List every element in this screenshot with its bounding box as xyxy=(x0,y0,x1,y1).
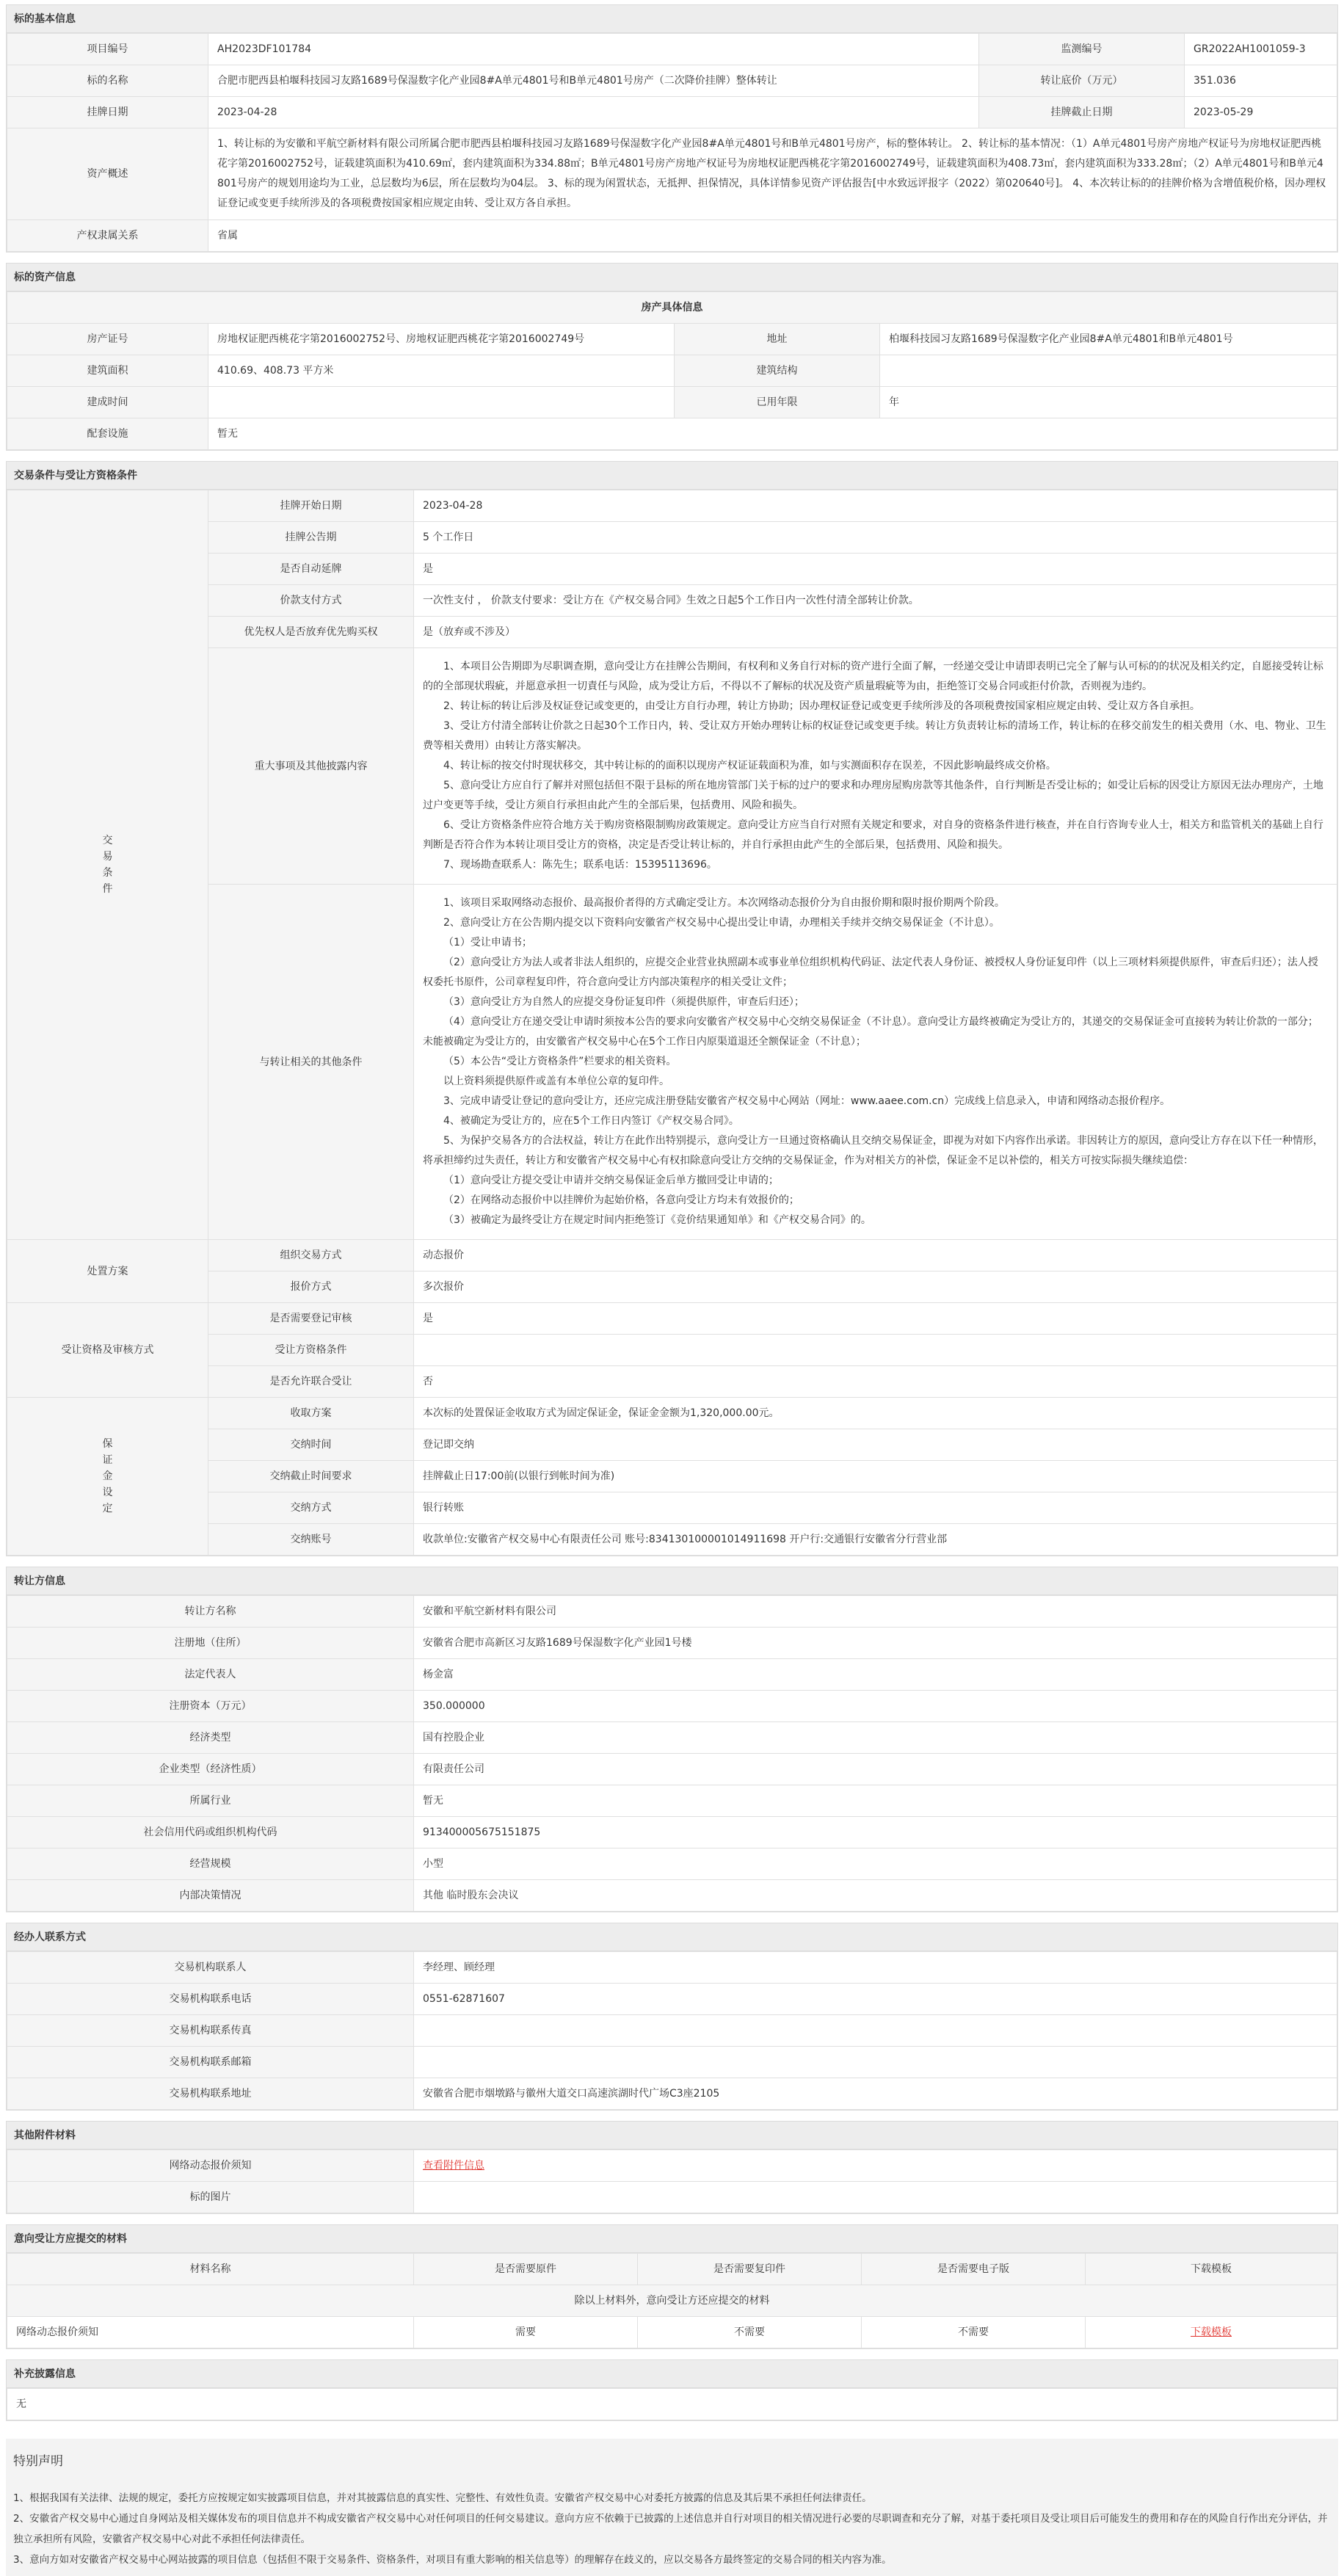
priority-label: 优先权人是否放弃优先购买权 xyxy=(208,617,414,648)
material-elec: 不需要 xyxy=(862,2317,1086,2348)
agent-label: 交易机构联系人 xyxy=(7,1952,414,1984)
deposit-group-label: 保 证 金 设 定 xyxy=(7,1398,208,1556)
other-item: （5）本公告“受让方资格条件”栏要求的相关资料。 xyxy=(443,1056,677,1067)
transferor-label: 注册资本（万元） xyxy=(7,1691,414,1722)
bid: 多次报价 xyxy=(414,1271,1337,1303)
period-label: 挂牌公告期 xyxy=(208,522,414,554)
basic-info-section xyxy=(6,4,1338,253)
org: 动态报价 xyxy=(414,1240,1337,1271)
attach-table xyxy=(7,2149,1337,2213)
supp-table xyxy=(7,2388,1337,2420)
period: 5 个工作日 xyxy=(414,522,1337,554)
basic-info-table xyxy=(7,33,1337,252)
struct-label: 建筑结构 xyxy=(675,355,880,387)
joint: 否 xyxy=(414,1366,1337,1398)
pay-label: 价款支付方式 xyxy=(208,585,414,617)
base-price: 351.036 xyxy=(1185,65,1337,97)
overview: 1、转让标的为安徽和平航空新材料有限公司所属合肥市肥西县柏堰科技园习友路1689号保湿数字化产业园8#A单元4801号和B单元4801号房产，标的整体转让。 2、转让标的基本情况：（1）A单元4801号房产房地产权证号为房地权证肥西桃花字第2016002752号，证载建筑面积为410.69㎡，套内建筑面积为334.88㎡；B单元4801号房产房地产权证号为房地权证肥西桃花字第2016002749号，证载建筑面积为408.73㎡，套内建筑面积为333.28㎡；（2）A单元4801号和B单元4801号房产的规划用途均为工业，总层数均为6层，所在层数均为04层。 3、标的现为闲置状态，无抵押、担保情况，具体详情参见资产评估报告[中水致远评报字（2022）第020640号]。 4、本次转让标的的挂牌价格为含增值税价格，因办理权证登记或变更手续所涉及的各项税费按国家相应规定由转、受让双方各自承担。 xyxy=(208,128,1337,220)
transferor-label: 所属行业 xyxy=(7,1785,414,1817)
agent-label: 交易机构联系传真 xyxy=(7,2015,414,2047)
transferor-label: 转让方名称 xyxy=(7,1596,414,1628)
ownership-label: 产权隶属关系 xyxy=(7,220,208,252)
other-item: 4、被确定为受让方的，应在5个工作日内签订《产权交易合同》。 xyxy=(443,1115,739,1127)
transferor-label: 企业类型（经济性质） xyxy=(7,1754,414,1785)
priority: 是（放弃或不涉及） xyxy=(414,617,1337,648)
built xyxy=(208,387,675,418)
table-row xyxy=(7,2317,1337,2348)
asset-image-cell xyxy=(414,2182,1337,2213)
col-header: 是否需要电子版 xyxy=(862,2254,1086,2285)
agent-value: 安徽省合肥市烟墩路与徽州大道交口高速滨湖时代广场C3座2105 xyxy=(414,2078,1337,2110)
major-item: 1、本项目公告期即为尽职调查期，意向受让方在挂牌公告期间，有权利和义务自行对标的资产进行全面了解，一经递交受让申请即表明已完全了解与认可标的的状况及相关约定，自愿接受转让标的的全部现状瑕疵，并愿意承担一切責任与风险，成为受让方后，不得以不了解标的状况及资产质量瑕疵等为由，拒绝签订交易合同或拒付价款，否则视为违约。 xyxy=(423,661,1323,692)
auto: 是 xyxy=(414,554,1337,585)
col-header: 是否需要复印件 xyxy=(638,2254,862,2285)
supp-section xyxy=(6,2359,1338,2421)
other-item: （4）意向受让方在递交受让申请时须按本公告的要求向安徽省产权交易中心交纳交易保证金（不计息）。意向受让方最终被确定为受让方的，其递交的交易保证金可直接转为转让价款的一部分；未能被确定为受让方的，由安徽省产权交易中心在5个工作日内原渠道退还全额保证金（不计息）； xyxy=(423,1016,1318,1048)
years-label: 已用年限 xyxy=(675,387,880,418)
material-copy: 不需要 xyxy=(638,2317,862,2348)
notice-item: 2、安徽省产权交易中心通过自身网站及相关媒体发布的项目信息并不构成安徽省产权交易中心对任何项目的任何交易建议。意向方应不依赖于已披露的上述信息并自行对项目的相关情况进行必要的尽职调查和充分了解，对基于委托项目及受让项目后可能发生的费用和存在的风险自行作出充分评估，并独立承担所有风险，安徽省产权交易中心对此不承担任何法律责任。 xyxy=(13,2513,1328,2545)
dep-plan: 本次标的处置保证金收取方式为固定保证金，保证金金额为1,320,000.00元。 xyxy=(414,1398,1337,1429)
col-header: 下载模板 xyxy=(1086,2254,1337,2285)
trade-group-label: 交 易 条 件 xyxy=(7,490,208,1240)
material-name: 网络动态报价须知 xyxy=(7,2317,414,2348)
addr: 柏堰科技园习友路1689号保湿数字化产业园8#A单元4801和B单元4801号 xyxy=(880,324,1337,355)
dep-way-label: 交纳方式 xyxy=(208,1492,414,1524)
transferor-table xyxy=(7,1595,1337,1912)
struct xyxy=(880,355,1337,387)
download-template-link[interactable]: 下载模板 xyxy=(1191,2326,1232,2338)
list-date: 2023-04-28 xyxy=(208,97,979,128)
dep-plan-label: 收取方案 xyxy=(208,1398,414,1429)
list-date-label: 挂牌日期 xyxy=(7,97,208,128)
col-header: 材料名称 xyxy=(7,2254,414,2285)
transferor-value: 安徽省合肥市高新区习友路1689号保湿数字化产业园1号楼 xyxy=(414,1628,1337,1659)
other-label: 与转让相关的其他条件 xyxy=(208,885,414,1240)
pay: 一次性支付 ， 价款支付要求：受让方在《产权交易合同》生效之日起5个工作日内一次性付清全部转让价款。 xyxy=(414,585,1337,617)
major-item: 3、受让方付清全部转让价款之日起30个工作日内，转、受让双方开始办理转让标的权证登记或变更手续。转让方负责转让标的清场工作，转让标的在移交前发生的相关费用（水、电、物业、卫生费等相关费用）由转让方落实解决。 xyxy=(423,720,1326,752)
section-title: 标的资产信息 xyxy=(7,264,1337,291)
addr-label: 地址 xyxy=(675,324,880,355)
section-title: 转让方信息 xyxy=(7,1567,1337,1595)
transferor-value: 小型 xyxy=(414,1848,1337,1880)
agent-label: 交易机构联系电话 xyxy=(7,1984,414,2015)
asset-name: 合肥市肥西县柏堰科技园习友路1689号保湿数字化产业园8#A单元4801号和B单元4801号房产（二次降价挂牌）整体转让 xyxy=(208,65,979,97)
agent-table xyxy=(7,1951,1337,2110)
facilities: 暂无 xyxy=(208,418,1337,450)
transferor-label: 社会信用代码或组织机构代码 xyxy=(7,1817,414,1848)
transferor-value: 杨金富 xyxy=(414,1659,1337,1691)
other-item: （3）意向受让方为自然人的应提交身份证复印件（须提供原件，审查后归还）； xyxy=(443,996,804,1008)
transferor-value: 国有控股企业 xyxy=(414,1722,1337,1754)
notice-item: 1、根据我国有关法律、法规的规定，委托方应按规定如实披露项目信息，并对其披露信息的真实性、完整性、有效性负责。安徽省产权交易中心对委托方披露的信息及其后果不承担任何法律责任。 xyxy=(13,2492,872,2504)
other-item: 以上资料须提供原件或盖有本单位公章的复印件。 xyxy=(443,1075,669,1087)
other-item: 5、为保护交易各方的合法权益，转让方在此作出特别提示，意向受让方一旦通过资格确认且交纳交易保证金，即视为对如下内容作出承诺。非因转让方的原因，意向受让方存在以下任一种情形，将承担缔约过失责任，转让方和安徽省产权交易中心有权扣除意向受让方交纳的交易保证金，作为对相关方的补偿，保证金不足以补偿的，相关方可按实际损失继续追偿： xyxy=(423,1135,1323,1167)
major-label: 重大事项及其他披露内容 xyxy=(208,648,414,885)
major-item: 6、受让方资格条件应符合地方关于购房资格限制购房政策规定。意向受让方应当自行对照有关规定和要求，对自身的资格条件进行核查，并在自行咨询专业人士，相关方和监管机关的基础上自行判断是否符合作为本转让项目受让方的资格，决定是否受让转让标的，并自行承担由此产生的全部后果，包括费用、风险和损失。 xyxy=(423,819,1323,851)
dispose-group-label: 处置方案 xyxy=(7,1240,208,1303)
other-item: （1）受让申请书； xyxy=(443,937,532,948)
col-header: 是否需要原件 xyxy=(414,2254,638,2285)
other-item: （2）意向受让方为法人或者非法人组织的，应提交企业营业执照副本或事业单位组织机构代码证、法定代表人身份证、被授权人身份证复印件（以上三项材料须提供原件，审查后归还）；法人授权委托书原件，公司章程复印件，符合意向受让方内部决策程序的相关受让文件； xyxy=(423,957,1318,988)
other-item: （3）被确定为最终受让方在规定时间内拒绝签订《竞价结果通知单》和《产权交易合同》的。 xyxy=(443,1214,871,1226)
cond xyxy=(414,1335,1337,1366)
major-item: 7、现场勘查联系人：陈先生；联系电话：15395113696。 xyxy=(443,859,717,871)
major-list xyxy=(423,657,1328,875)
dep-deadline: 挂牌截止日17:00前(以银行到帐时间为准) xyxy=(414,1461,1337,1492)
section-title: 其他附件材料 xyxy=(7,2122,1337,2149)
transferor-label: 注册地（住所） xyxy=(7,1628,414,1659)
built-label: 建成时间 xyxy=(7,387,208,418)
trade-table xyxy=(7,490,1337,1556)
transferor-value: 暂无 xyxy=(414,1785,1337,1817)
auto-label: 是否自动延牌 xyxy=(208,554,414,585)
agent-value: 李经理、顾经理 xyxy=(414,1952,1337,1984)
other-list xyxy=(423,893,1328,1230)
dep-acct: 收款单位:安徽省产权交易中心有限责任公司 账号:834130100001014911698 开户行:交通银行安徽省分行营业部 xyxy=(414,1524,1337,1556)
supp-value: 无 xyxy=(7,2389,1337,2420)
joint-label: 是否允许联合受让 xyxy=(208,1366,414,1398)
materials-table xyxy=(7,2253,1337,2348)
transferor-label: 经营规模 xyxy=(7,1848,414,1880)
monitor-no-label: 监测编号 xyxy=(979,34,1185,65)
dep-acct-label: 交纳账号 xyxy=(208,1524,414,1556)
transferor-value: 其他 临时股东会决议 xyxy=(414,1880,1337,1912)
transferor-label: 法定代表人 xyxy=(7,1659,414,1691)
agent-section xyxy=(6,1923,1338,2111)
monitor-no: GR2022AH1001059-3 xyxy=(1185,34,1337,65)
area-label: 建筑面积 xyxy=(7,355,208,387)
cert: 房地权证肥西桃花字第2016002752号、房地权证肥西桃花字第2016002749号 xyxy=(208,324,675,355)
name-label: 标的名称 xyxy=(7,65,208,97)
transferor-label: 内部决策情况 xyxy=(7,1880,414,1912)
agent-label: 交易机构联系地址 xyxy=(7,2078,414,2110)
qualify-group-label: 受让资格及审核方式 xyxy=(7,1303,208,1398)
section-title: 补充披露信息 xyxy=(7,2360,1337,2388)
project-no-label: 项目编号 xyxy=(7,34,208,65)
other-item: 3、完成申请受让登记的意向受让方，还应完成注册登陆安徽省产权交易中心网站（网址：www.aaee.com.cn）完成线上信息录入，申请和网络动态报价程序。 xyxy=(443,1095,1171,1107)
end-date: 2023-05-29 xyxy=(1185,97,1337,128)
project-no: AH2023DF101784 xyxy=(208,34,979,65)
end-date-label: 挂牌截止日期 xyxy=(979,97,1185,128)
facilities-label: 配套设施 xyxy=(7,418,208,450)
overview-label: 资产概述 xyxy=(7,128,208,220)
start-label: 挂牌开始日期 xyxy=(208,490,414,522)
attach-section xyxy=(6,2121,1338,2214)
dep-deadline-label: 交纳截止时间要求 xyxy=(208,1461,414,1492)
major-item: 5、意向受让方应自行了解并对照包括但不限于县标的所在地房管部门关于标的过户的要求和办理房屋购房款等其他条件，自行判断是否受让标的；如受让后标的因受让方原因无法办理房产，土地过户变更等手续，受让方须自行承担由此产生的全部后果，包括费用、风险和损失。 xyxy=(423,780,1323,811)
agent-value xyxy=(414,2015,1337,2047)
other-item: （1）意向受让方提交受让申请并交纳交易保证金后单方撤回受让申请的； xyxy=(443,1175,779,1186)
agent-label: 交易机构联系邮箱 xyxy=(7,2047,414,2078)
asset-info-table xyxy=(7,291,1337,450)
years: 年 xyxy=(880,387,1337,418)
section-title: 交易条件与受让方资格条件 xyxy=(7,462,1337,490)
dep-time: 登记即交纳 xyxy=(414,1429,1337,1461)
transferor-value: 350.000000 xyxy=(414,1691,1337,1722)
trade-section xyxy=(6,461,1338,1556)
transferor-value: 91340000567515187​5 xyxy=(414,1817,1337,1848)
dep-way: 银行转账 xyxy=(414,1492,1337,1524)
material-orig: 需要 xyxy=(414,2317,638,2348)
notice-label: 网络动态报价须知 xyxy=(7,2150,414,2182)
start: 2023-04-28 xyxy=(414,490,1337,522)
notice-title: 特别声明 xyxy=(13,2454,63,2469)
reg: 是 xyxy=(414,1303,1337,1335)
other-item: （2）在网络动态报价中以挂牌价为起始价格，各意向受让方均未有效报价的； xyxy=(443,1194,799,1206)
transferor-value: 有限责任公司 xyxy=(414,1754,1337,1785)
transferor-label: 经济类型 xyxy=(7,1722,414,1754)
section-title: 意向受让方应提交的材料 xyxy=(7,2225,1337,2253)
major-item: 2、转让标的转让后涉及权证登记或变更的，由受让方自行办理，转让方协助；因办理权证登记或变更手续所涉及的各项税费按国家相应规定由转、受让双方各自承担。 xyxy=(443,700,1200,712)
materials-note: 除以上材料外，意向受让方还应提交的材料 xyxy=(7,2285,1337,2317)
major-item: 4、转让标的按交付时现状移交，其中转让标的的面积以现房产权证证载面积为准，如与实测面积存在误差，不因此影响最终成交价格。 xyxy=(443,760,1056,772)
ownership: 省属 xyxy=(208,220,1337,252)
other-item: 1、该项目采取网络动态报价、最高报价者得的方式确定受让方。本次网络动态报价分为自由报价期和限时报价期两个阶段。 xyxy=(443,897,1005,909)
org-label: 组织交易方式 xyxy=(208,1240,414,1271)
transferor-section xyxy=(6,1567,1338,1912)
other-item: 2、意向受让方在公告期内提交以下资料向安徽省产权交易中心提出受让申请，办理相关手续并交纳交易保证金（不计息）。 xyxy=(443,917,1000,929)
agent-value xyxy=(414,2047,1337,2078)
base-price-label: 转让底价（万元） xyxy=(979,65,1185,97)
asset-info-section xyxy=(6,263,1338,451)
cert-label: 房产证号 xyxy=(7,324,208,355)
notice-item: 3、意向方如对安徽省产权交易中心网站披露的项目信息（包括但不限于交易条件、资格条件，对项目有重大影响的相关信息等）的理解存在歧义的，应以交易各方最终签定的交易合同的相关内容为准。 xyxy=(13,2554,892,2566)
asset-sub-title: 房产具体信息 xyxy=(7,292,1337,324)
image-label: 标的图片 xyxy=(7,2182,414,2213)
materials-section xyxy=(6,2224,1338,2349)
section-title: 经办人联系方式 xyxy=(7,1923,1337,1951)
cond-label: 受让方资格条件 xyxy=(208,1335,414,1366)
bid-label: 报价方式 xyxy=(208,1271,414,1303)
special-notice xyxy=(6,2439,1338,2576)
area: 410.69、408.73 平方米 xyxy=(208,355,675,387)
transferor-value: 安徽和平航空新材料有限公司 xyxy=(414,1596,1337,1628)
view-attachment-link[interactable]: 查看附件信息 xyxy=(423,2160,484,2172)
reg-label: 是否需要登记审核 xyxy=(208,1303,414,1335)
dep-time-label: 交纳时间 xyxy=(208,1429,414,1461)
section-title: 标的基本信息 xyxy=(7,5,1337,33)
agent-value: 0551-62871607 xyxy=(414,1984,1337,2015)
